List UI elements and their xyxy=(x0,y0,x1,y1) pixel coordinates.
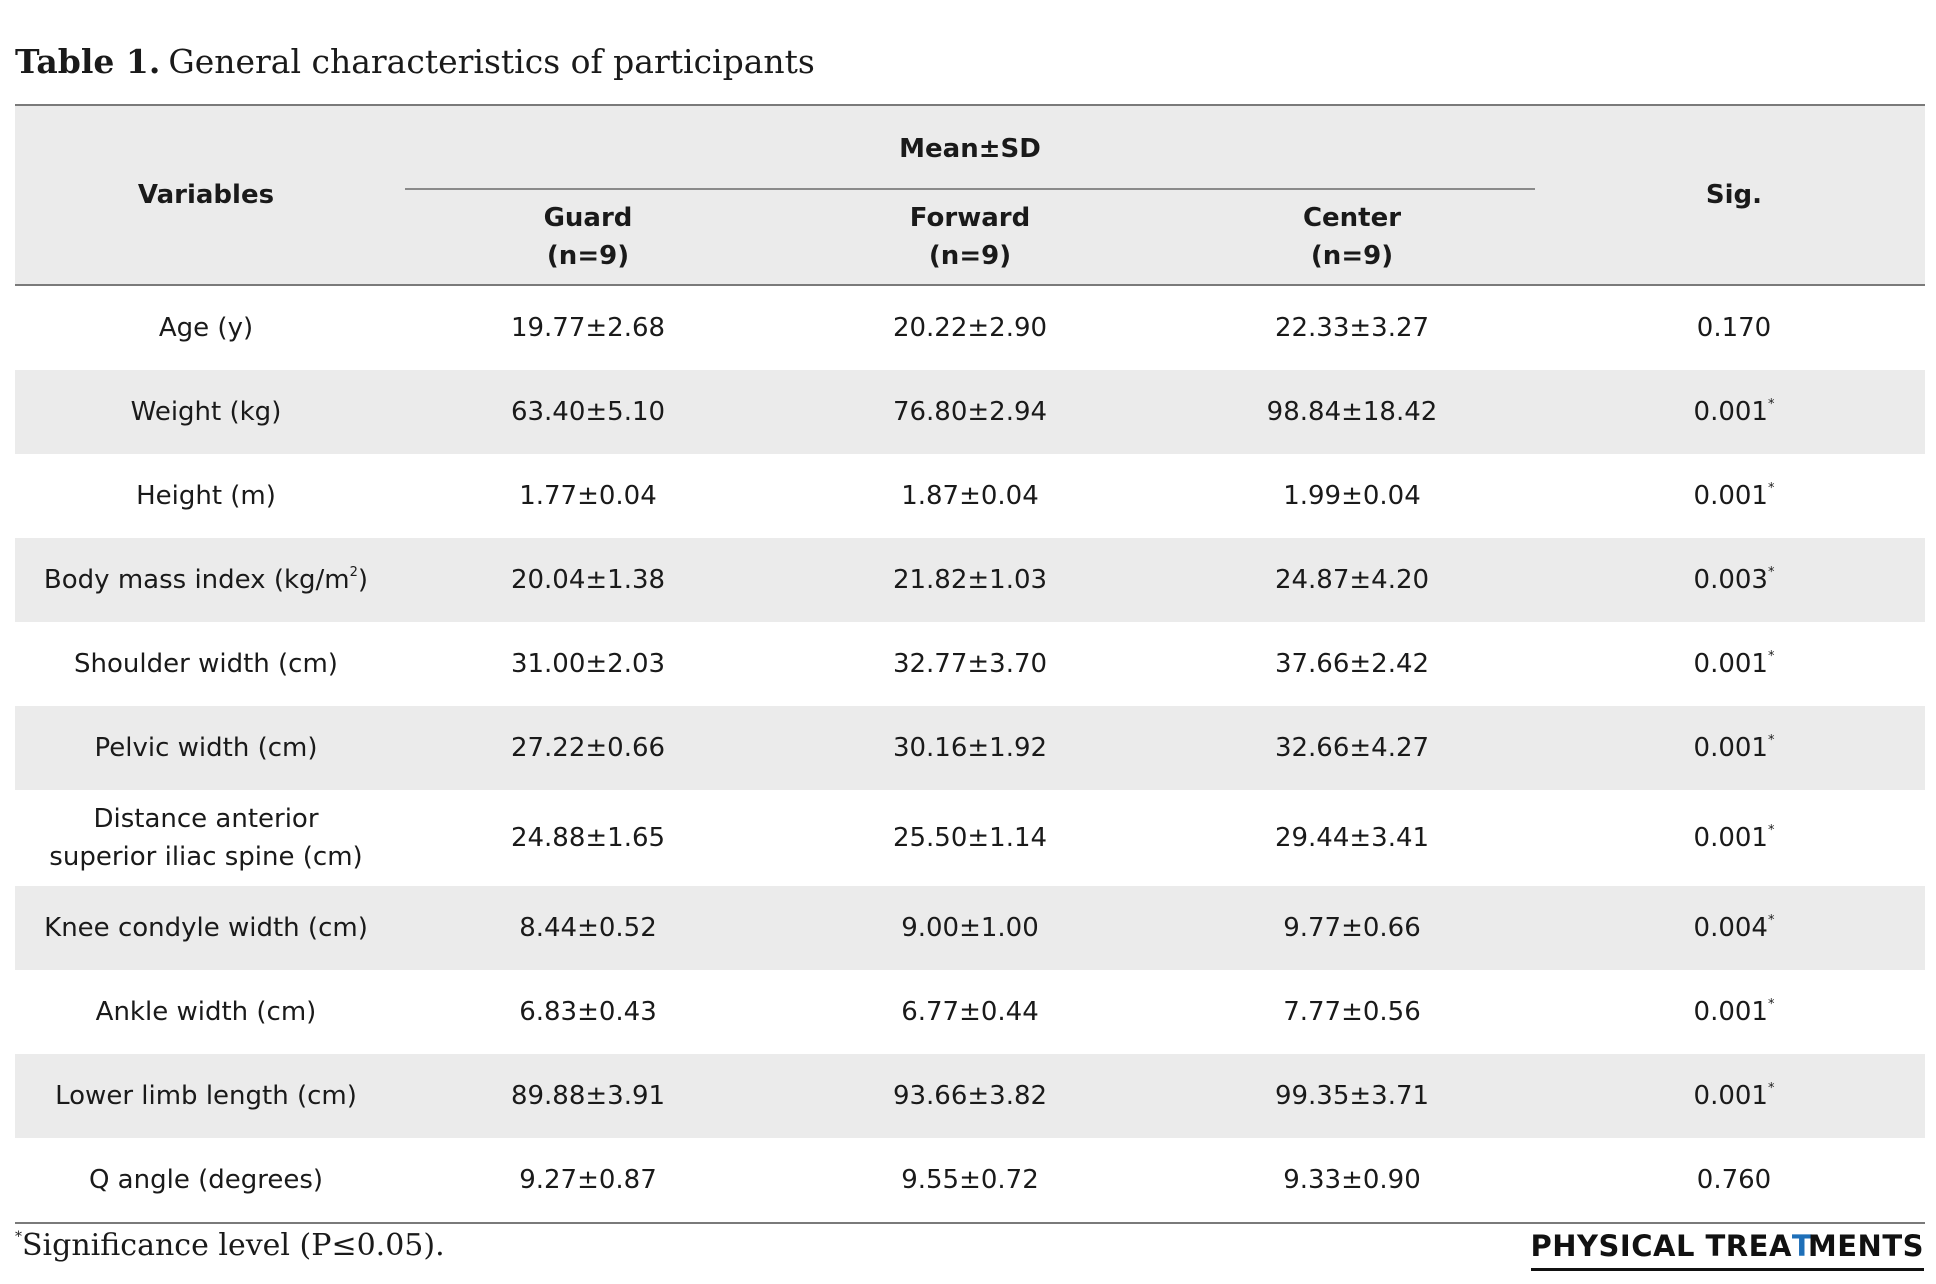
cell-forward: 93.66±3.82 xyxy=(779,1054,1161,1138)
sig-star: * xyxy=(1767,649,1775,664)
cell-sig xyxy=(1543,454,1925,538)
logo-text-left: PHYSICAL TREA xyxy=(1530,1229,1792,1263)
table-row xyxy=(15,790,1925,886)
cell-forward: 20.22±2.90 xyxy=(892,313,1048,343)
cell-variable: Weight (kg) xyxy=(15,370,397,454)
sig-star: * xyxy=(1767,733,1775,748)
sig-value: 0.001 xyxy=(1693,823,1768,853)
caption-title: General characteristics of participants xyxy=(168,42,815,81)
cell-guard: 20.04±1.38 xyxy=(397,538,779,622)
footnote-text: Significance level (P≤0.05). xyxy=(22,1228,445,1263)
cell-variable: Q angle (degrees) xyxy=(15,1138,397,1223)
sig-value: 0.001 xyxy=(1693,649,1768,679)
sig-value: 0.760 xyxy=(1696,1165,1772,1195)
header-center-n: (n=9) xyxy=(1310,241,1394,271)
sig-value: 0.003 xyxy=(1693,565,1768,595)
cell-variable: Height (m) xyxy=(136,481,276,511)
header-group-title: Mean±SD xyxy=(899,134,1041,164)
cell-variable: Shoulder width (cm) xyxy=(74,649,338,679)
cell-sig xyxy=(1543,285,1925,370)
cell-center: 37.66±2.42 xyxy=(1274,649,1430,679)
cell-guard: 19.77±2.68 xyxy=(510,313,666,343)
sig-value: 0.004 xyxy=(1693,913,1768,943)
cell-forward: 9.00±1.00 xyxy=(779,886,1161,970)
cell-forward: 21.82±1.03 xyxy=(779,538,1161,622)
cell-guard: 31.00±2.03 xyxy=(510,649,666,679)
sig-value: 0.001 xyxy=(1693,997,1768,1027)
cell-guard: 27.22±0.66 xyxy=(397,706,779,790)
cell-guard: 89.88±3.91 xyxy=(397,1054,779,1138)
sig-star: * xyxy=(1767,997,1775,1012)
cell-guard: 6.83±0.43 xyxy=(519,997,657,1027)
logo-figure-icon: T xyxy=(1791,1229,1813,1263)
cell-center: 22.33±3.27 xyxy=(1274,313,1430,343)
sig-star: * xyxy=(1767,565,1775,580)
cell-center: 32.66±4.27 xyxy=(1161,706,1543,790)
sig-value: 0.001 xyxy=(1693,481,1768,511)
variable-exponent: 2 xyxy=(349,565,358,580)
table-header xyxy=(15,105,1925,285)
table-row xyxy=(15,454,1925,538)
characteristics-table-container xyxy=(15,104,1925,1224)
cell-center: 9.77±0.66 xyxy=(1161,886,1543,970)
header-center-label: Center xyxy=(1302,203,1402,233)
cell-guard: 24.88±1.65 xyxy=(510,823,666,853)
cell-sig xyxy=(1543,1138,1925,1223)
sig-value: 0.001 xyxy=(1693,397,1768,427)
cell-center: 29.44±3.41 xyxy=(1274,823,1430,853)
cell-center: 98.84±18.42 xyxy=(1161,370,1543,454)
cell-sig xyxy=(1543,370,1925,454)
sig-star: * xyxy=(1767,913,1775,928)
table-row xyxy=(15,538,1925,622)
cell-sig xyxy=(1543,970,1925,1054)
sig-star: * xyxy=(1767,823,1775,838)
cell-variable: Ankle width (cm) xyxy=(95,997,317,1027)
table-row xyxy=(15,886,1925,970)
sig-value: 0.170 xyxy=(1696,313,1772,343)
table-row xyxy=(15,1054,1925,1138)
header-forward-n: (n=9) xyxy=(928,241,1012,271)
header-center xyxy=(1161,190,1543,285)
header-group xyxy=(397,105,1543,190)
variable-text: Distance anterior superior iliac spine (cm) xyxy=(49,804,363,872)
table-row xyxy=(15,622,1925,706)
cell-variable: Lower limb length (cm) xyxy=(15,1054,397,1138)
sig-value: 0.001 xyxy=(1693,1081,1768,1111)
cell-center: 7.77±0.56 xyxy=(1283,997,1421,1027)
header-group-divider xyxy=(405,188,1535,190)
cell-guard: 1.77±0.04 xyxy=(519,481,657,511)
cell-forward: 9.55±0.72 xyxy=(779,1138,1161,1223)
cell-sig xyxy=(1543,706,1925,790)
cell-sig xyxy=(1543,790,1925,886)
table-row xyxy=(15,285,1925,370)
cell-forward: 6.77±0.44 xyxy=(901,997,1039,1027)
cell-guard: 9.27±0.87 xyxy=(397,1138,779,1223)
sig-value: 0.001 xyxy=(1693,733,1768,763)
cell-forward: 1.87±0.04 xyxy=(901,481,1039,511)
cell-forward: 25.50±1.14 xyxy=(892,823,1048,853)
table-row xyxy=(15,1138,1925,1223)
cell-center: 99.35±3.71 xyxy=(1161,1054,1543,1138)
cell-center: 1.99±0.04 xyxy=(1283,481,1421,511)
header-forward xyxy=(779,190,1161,285)
header-guard-n: (n=9) xyxy=(546,241,630,271)
cell-variable xyxy=(15,790,397,886)
cell-variable xyxy=(15,538,397,622)
cell-center: 24.87±4.20 xyxy=(1161,538,1543,622)
footnote-star: * xyxy=(15,1229,22,1245)
sig-star: * xyxy=(1767,1081,1775,1096)
table-row xyxy=(15,370,1925,454)
cell-guard: 63.40±5.10 xyxy=(397,370,779,454)
header-sig: Sig. xyxy=(1705,180,1763,210)
table-caption xyxy=(15,40,815,84)
caption-label: Table 1. xyxy=(15,42,161,81)
table-row xyxy=(15,706,1925,790)
logo-text-right: MENTS xyxy=(1807,1229,1924,1263)
header-guard-label: Guard xyxy=(543,203,633,233)
cell-sig xyxy=(1543,886,1925,970)
cell-forward: 76.80±2.94 xyxy=(779,370,1161,454)
cell-guard: 8.44±0.52 xyxy=(397,886,779,970)
sig-star: * xyxy=(1767,397,1775,412)
header-forward-label: Forward xyxy=(909,203,1031,233)
variable-end: ) xyxy=(357,565,369,595)
cell-variable: Pelvic width (cm) xyxy=(15,706,397,790)
cell-variable: Age (y) xyxy=(158,313,254,343)
cell-variable: Knee condyle width (cm) xyxy=(15,886,397,970)
table-body xyxy=(15,285,1925,1223)
table-footnote xyxy=(15,1226,445,1266)
cell-sig xyxy=(1543,538,1925,622)
cell-forward: 32.77±3.70 xyxy=(892,649,1048,679)
cell-sig xyxy=(1543,622,1925,706)
cell-center: 9.33±0.90 xyxy=(1161,1138,1543,1223)
variable-text: Body mass index (kg/m xyxy=(43,565,350,595)
cell-forward: 30.16±1.92 xyxy=(779,706,1161,790)
journal-logo xyxy=(1531,1228,1924,1271)
sig-star: * xyxy=(1767,481,1775,496)
header-variables: Variables xyxy=(137,180,275,210)
characteristics-table xyxy=(15,104,1925,1224)
table-row xyxy=(15,970,1925,1054)
cell-sig xyxy=(1543,1054,1925,1138)
header-guard xyxy=(397,190,779,285)
